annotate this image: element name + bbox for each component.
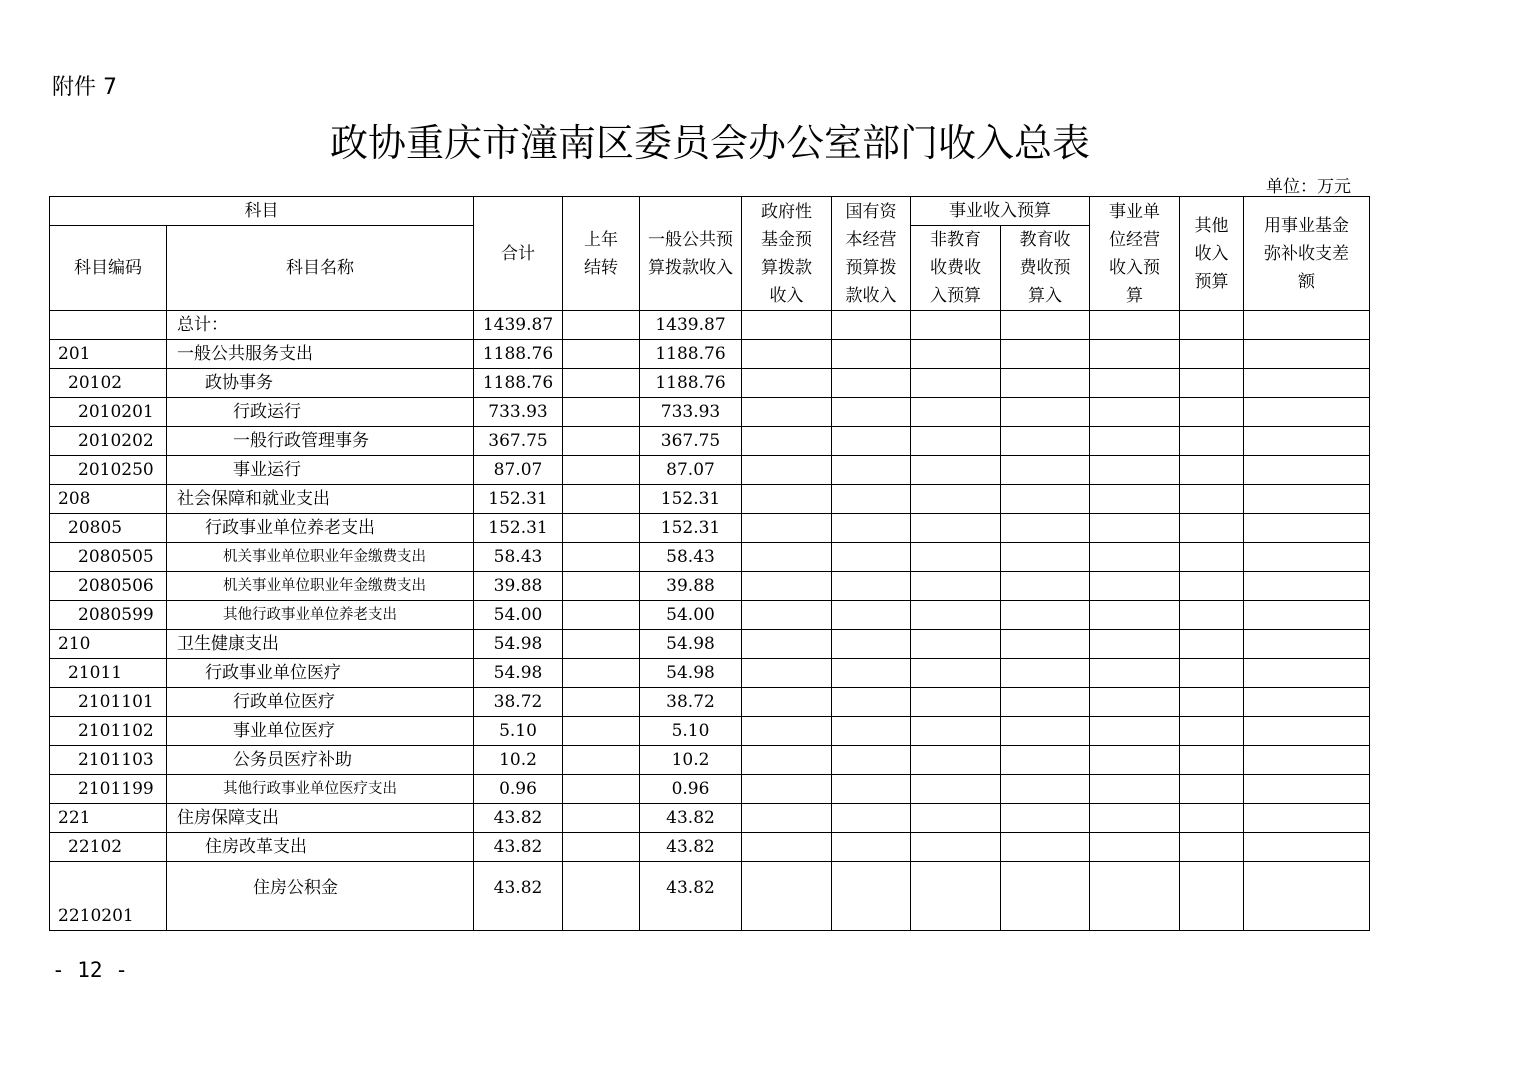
row-name: 行政单位医疗	[167, 688, 474, 717]
row-general: 87.07	[640, 456, 742, 485]
header-non-edu: 非教育收费收入预算	[911, 226, 1001, 311]
header-general-budget: 一般公共预算拨款收入	[640, 197, 742, 311]
row-general: 54.00	[640, 601, 742, 630]
row-name: 政协事务	[167, 369, 474, 398]
row-code: 2080505	[50, 543, 167, 572]
row-code: 2101103	[50, 746, 167, 775]
row-code: 2080506	[50, 572, 167, 601]
header-subject: 科目	[50, 197, 474, 226]
row-name: 公务员医疗补助	[167, 746, 474, 775]
table-row	[50, 369, 1370, 398]
table-row	[50, 688, 1370, 717]
row-name: 事业单位医疗	[167, 717, 474, 746]
row-total: 54.00	[474, 601, 563, 630]
row-total: 152.31	[474, 514, 563, 543]
row-general: 1188.76	[640, 369, 742, 398]
table-row	[50, 311, 1370, 340]
row-name: 住房保障支出	[167, 804, 474, 833]
header-name: 科目名称	[167, 226, 474, 311]
row-code: 2010250	[50, 456, 167, 485]
row-code: 221	[50, 804, 167, 833]
row-total: 1188.76	[474, 369, 563, 398]
header-fund-offset: 用事业基金弥补收支差额	[1244, 197, 1370, 311]
row-name: 卫生健康支出	[167, 630, 474, 659]
row-general: 1439.87	[640, 311, 742, 340]
row-name: 机关事业单位职业年金缴费支出	[167, 572, 474, 601]
row-total: 10.2	[474, 746, 563, 775]
row-code: 2010202	[50, 427, 167, 456]
table-row	[50, 514, 1370, 543]
row-general: 10.2	[640, 746, 742, 775]
row-code: 208	[50, 485, 167, 514]
header-code: 科目编码	[50, 226, 167, 311]
header-business-income: 事业收入预算	[911, 197, 1090, 226]
header-gov-fund: 政府性基金预算拨款收入	[742, 197, 832, 311]
row-total: 54.98	[474, 630, 563, 659]
row-name: 机关事业单位职业年金缴费支出	[167, 543, 474, 572]
table-row	[50, 833, 1370, 862]
header-edu: 教育收费收预算入	[1001, 226, 1090, 311]
table-row	[50, 543, 1370, 572]
row-code: 2101199	[50, 775, 167, 804]
row-general: 43.82	[640, 862, 742, 931]
table-row	[50, 746, 1370, 775]
table-row	[50, 456, 1370, 485]
row-name: 总计：	[167, 311, 474, 340]
row-general: 0.96	[640, 775, 742, 804]
row-code: 2101101	[50, 688, 167, 717]
row-total: 38.72	[474, 688, 563, 717]
row-total: 152.31	[474, 485, 563, 514]
row-code: 2210201	[50, 862, 167, 931]
row-name: 行政运行	[167, 398, 474, 427]
row-general: 5.10	[640, 717, 742, 746]
header-unit-operation: 事业单位经营收入预算	[1090, 197, 1180, 311]
row-code: 20805	[50, 514, 167, 543]
row-general: 367.75	[640, 427, 742, 456]
row-total: 0.96	[474, 775, 563, 804]
row-code: 201	[50, 340, 167, 369]
row-general: 43.82	[640, 833, 742, 862]
row-general: 43.82	[640, 804, 742, 833]
row-code	[50, 311, 167, 340]
page-title: 政协重庆市潼南区委员会办公室部门收入总表	[329, 121, 1090, 165]
row-general: 152.31	[640, 485, 742, 514]
row-total: 43.82	[474, 833, 563, 862]
attachment-label: 附件 7	[52, 75, 117, 100]
unit-label: 单位：万元	[1266, 177, 1351, 197]
table-row	[50, 717, 1370, 746]
table-row	[50, 340, 1370, 369]
row-general: 38.72	[640, 688, 742, 717]
row-name: 一般行政管理事务	[167, 427, 474, 456]
row-code: 21011	[50, 659, 167, 688]
table-row	[50, 601, 1370, 630]
row-name: 住房改革支出	[167, 833, 474, 862]
row-general: 733.93	[640, 398, 742, 427]
row-code: 22102	[50, 833, 167, 862]
table-row	[50, 862, 1370, 931]
row-total: 367.75	[474, 427, 563, 456]
table-row	[50, 630, 1370, 659]
header-state-capital: 国有资本经营预算拨款收入	[832, 197, 911, 311]
row-name: 一般公共服务支出	[167, 340, 474, 369]
row-total: 1188.76	[474, 340, 563, 369]
row-name: 其他行政事业单位医疗支出	[167, 775, 474, 804]
row-code: 210	[50, 630, 167, 659]
row-name: 事业运行	[167, 456, 474, 485]
row-total: 5.10	[474, 717, 563, 746]
row-code: 2080599	[50, 601, 167, 630]
row-general: 54.98	[640, 659, 742, 688]
table-row	[50, 659, 1370, 688]
row-general: 1188.76	[640, 340, 742, 369]
row-code: 2101102	[50, 717, 167, 746]
row-total: 58.43	[474, 543, 563, 572]
table-row	[50, 572, 1370, 601]
header-other: 其他收入预算	[1180, 197, 1244, 311]
row-total: 43.82	[474, 804, 563, 833]
page-number: - 12 -	[52, 958, 128, 982]
row-name: 其他行政事业单位养老支出	[167, 601, 474, 630]
row-name: 行政事业单位医疗	[167, 659, 474, 688]
header-total: 合计	[474, 197, 563, 311]
table-row	[50, 427, 1370, 456]
row-name: 社会保障和就业支出	[167, 485, 474, 514]
row-code: 2010201	[50, 398, 167, 427]
row-general: 152.31	[640, 514, 742, 543]
row-total: 39.88	[474, 572, 563, 601]
income-table	[49, 196, 1370, 931]
table-row	[50, 485, 1370, 514]
row-total: 1439.87	[474, 311, 563, 340]
row-name: 住房公积金	[167, 862, 474, 931]
row-general: 39.88	[640, 572, 742, 601]
row-code: 20102	[50, 369, 167, 398]
row-total: 54.98	[474, 659, 563, 688]
table-row	[50, 775, 1370, 804]
row-general: 54.98	[640, 630, 742, 659]
row-total: 733.93	[474, 398, 563, 427]
table-row	[50, 804, 1370, 833]
row-total: 43.82	[474, 862, 563, 931]
row-name: 行政事业单位养老支出	[167, 514, 474, 543]
row-general: 58.43	[640, 543, 742, 572]
header-carryover: 上年结转	[563, 197, 640, 311]
table-row	[50, 398, 1370, 427]
row-total: 87.07	[474, 456, 563, 485]
